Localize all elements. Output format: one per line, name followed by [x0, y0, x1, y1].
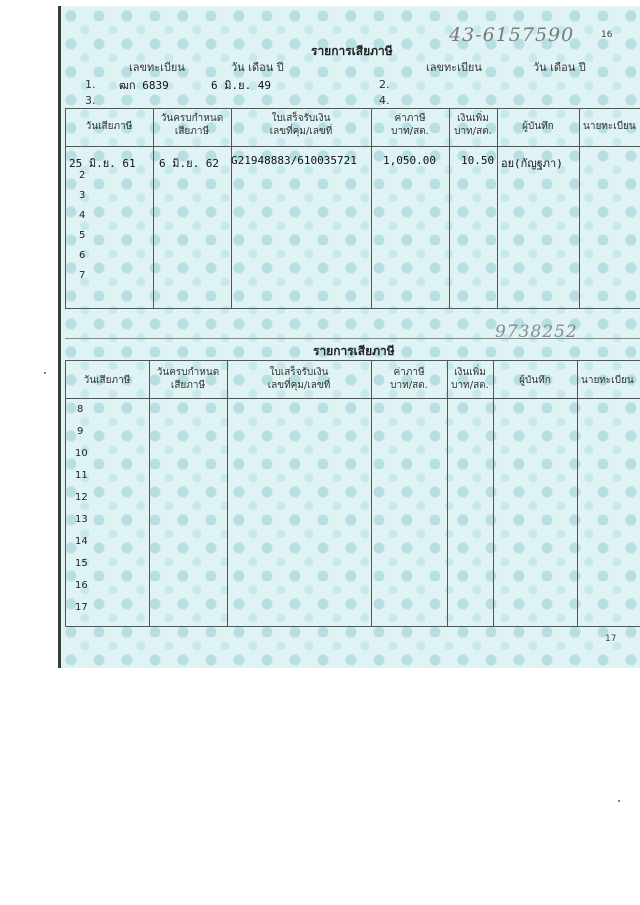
top-col-header-due: วันครบกำหนด เสียภาษี	[160, 113, 224, 137]
top-col-sep-6	[579, 108, 580, 308]
bottom-col-header-paid: วันเสียภาษี	[83, 375, 131, 386]
bottom-row-number-15: 15	[75, 558, 88, 569]
bottom-col-sep-5	[493, 360, 494, 626]
bottom-col-sep-1	[149, 360, 150, 626]
handwritten-id: 43-6157590	[449, 24, 575, 46]
top-col-header-extra: เงินเพิ่ม บาท/สต.	[454, 113, 492, 137]
top-col-sep-2	[231, 108, 232, 308]
reg-line-1-date: 6 มิ.ย. 49	[211, 79, 272, 92]
top-row-number-7: 7	[79, 270, 86, 281]
row1-paid-date: 25 มิ.ย. 61	[69, 157, 136, 170]
bottom-col-header-recorder: ผู้บันทึก	[519, 375, 551, 386]
row1-extra: 10.50	[461, 154, 495, 167]
bottom-row-number-10: 10	[75, 448, 88, 459]
bottom-col-sep-0	[65, 360, 66, 626]
bottom-col-header-tax: ค่าภาษี บาท/สต.	[390, 367, 428, 391]
bottom-row-number-9: 9	[77, 426, 84, 437]
bottom-row-number-13: 13	[75, 514, 88, 525]
bottom-col-sep-3	[371, 360, 372, 626]
top-row-number-2: 2	[79, 170, 86, 181]
top-row-number-3: 3	[79, 190, 86, 201]
top-col-header-registrar: นายทะเบียน	[583, 121, 636, 132]
row1-recorder: อย(กัญฐภา)	[501, 157, 563, 170]
bottom-col-sep-6	[577, 360, 578, 626]
top-col-header-tax: ค่าภาษี บาท/สต.	[391, 113, 429, 137]
top-col-sep-1	[153, 108, 154, 308]
reg-line-3-number: 3.	[85, 94, 96, 107]
reg-line-1-number: 1.	[85, 78, 96, 91]
bottom-row-number-17: 17	[75, 602, 88, 613]
reg-line-1-plate: ฒก 6839	[119, 79, 169, 92]
row1-tax: 1,050.00	[383, 154, 436, 167]
bottom-col-header-extra: เงินเพิ่ม บาท/สต.	[451, 367, 489, 391]
label-date-right: วัน เดือน ปี	[533, 61, 586, 74]
row1-due-date: 6 มิ.ย. 62	[159, 157, 220, 170]
bottom-row-number-12: 12	[75, 492, 88, 503]
page-number-bottom: 17	[605, 634, 617, 644]
top-table-header-border	[65, 146, 640, 147]
label-reg-right: เลขทะเบียน	[426, 61, 482, 74]
bottom-row-number-11: 11	[75, 470, 88, 481]
top-col-header-recorder: ผู้บันทึก	[522, 121, 554, 132]
label-date-left: วัน เดือน ปี	[231, 61, 284, 74]
top-col-header-receipt: ใบเสร็จรับเงิน เลขที่คุม/เลขที่	[269, 113, 333, 137]
top-col-sep-5	[497, 108, 498, 308]
bottom-col-header-registrar: นายทะเบียน	[581, 375, 634, 386]
bottom-row-number-16: 16	[75, 580, 88, 591]
scan-speck	[618, 800, 620, 802]
bottom-row-number-8: 8	[77, 404, 84, 415]
top-col-sep-4	[449, 108, 450, 308]
page-number-top: 16	[601, 30, 613, 40]
top-col-sep-3	[371, 108, 372, 308]
top-table-bottom-border	[65, 308, 640, 309]
bottom-col-sep-4	[447, 360, 448, 626]
top-row-number-6: 6	[79, 250, 86, 261]
reg-line-4-number: 4.	[379, 94, 390, 107]
bottom-section-title: รายการเสียภาษี	[313, 344, 395, 358]
bottom-table-top-border	[65, 360, 640, 361]
bottom-col-sep-2	[227, 360, 228, 626]
bottom-col-header-due: วันครบกำหนด เสียภาษี	[156, 367, 220, 391]
bottom-row-number-14: 14	[75, 536, 88, 547]
top-col-sep-0	[65, 108, 66, 308]
top-row-number-5: 5	[79, 230, 86, 241]
top-table-top-border	[65, 108, 640, 109]
scan-speck	[44, 372, 46, 374]
registration-book-page	[58, 6, 640, 668]
reg-line-2-number: 2.	[379, 78, 390, 91]
top-col-header-paid: วันเสียภาษี	[85, 121, 133, 132]
top-row-number-4: 4	[79, 210, 86, 221]
bottom-table-header-border	[65, 398, 640, 399]
partial-number-stamp: 9738252	[495, 322, 578, 342]
top-section-title: รายการเสียภาษี	[311, 44, 393, 58]
bottom-table-bottom-border	[65, 626, 640, 627]
label-reg-left: เลขทะเบียน	[129, 61, 185, 74]
row1-receipt: G21948883/610035721	[231, 154, 357, 167]
bottom-col-header-receipt: ใบเสร็จรับเงิน เลขที่คุม/เลขที่	[267, 367, 331, 391]
